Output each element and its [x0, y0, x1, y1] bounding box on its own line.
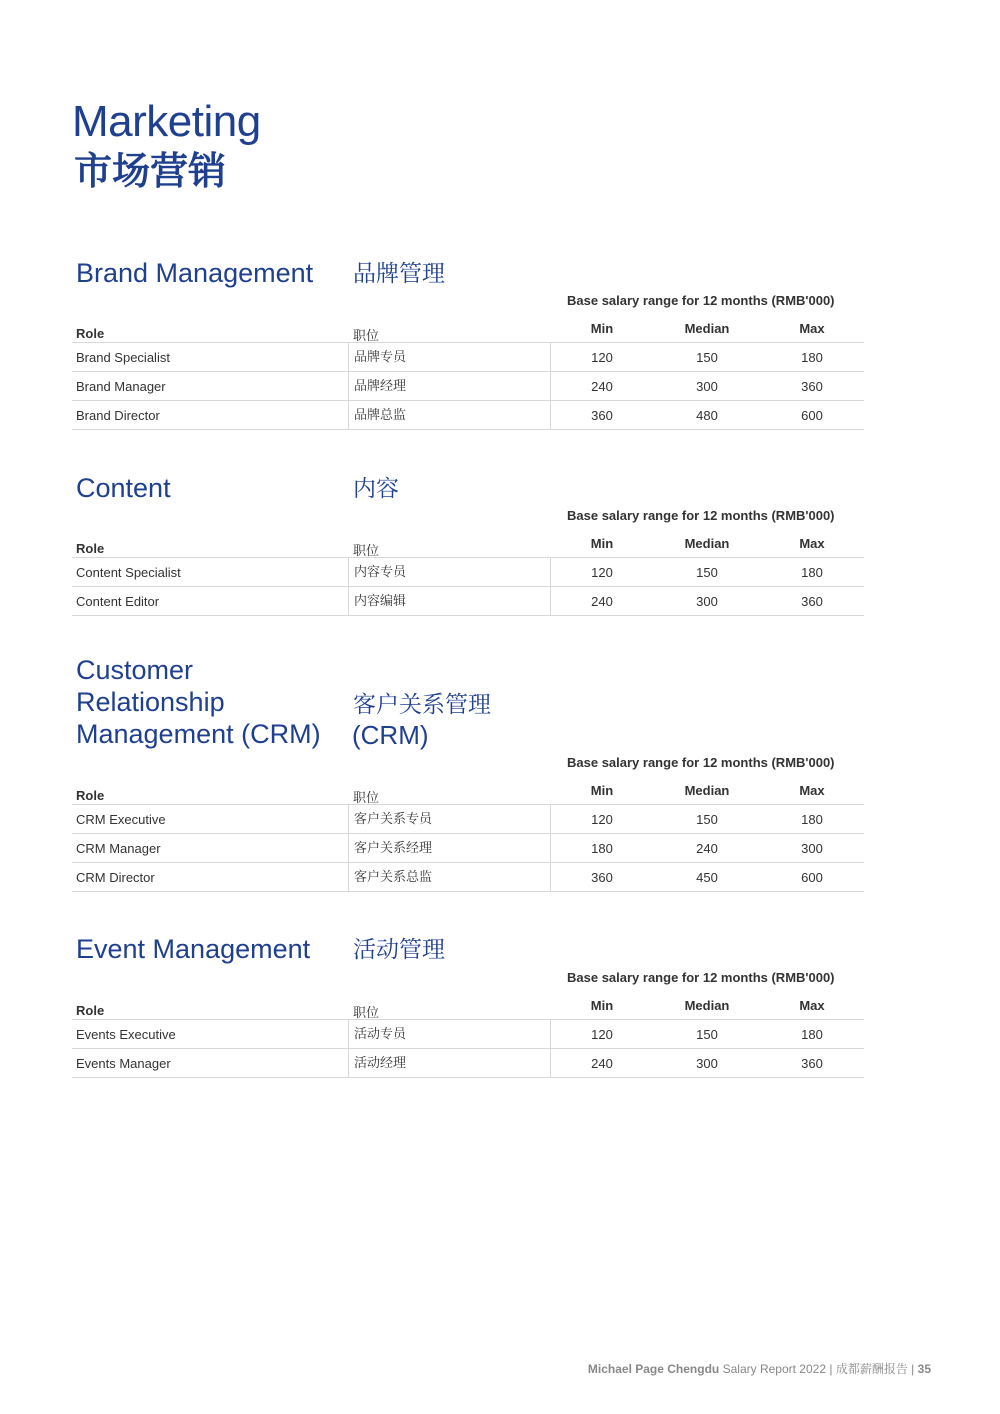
column-divider	[550, 401, 551, 429]
role-zh-cell: 客户关系经理	[348, 834, 551, 862]
median-header: Median	[684, 998, 730, 1013]
max-header: Max	[799, 321, 825, 336]
table-row	[72, 805, 864, 834]
role-zh-header: 职位	[353, 543, 380, 558]
role-header: Role	[76, 541, 105, 556]
table-row	[72, 1020, 864, 1049]
salary-table	[72, 557, 864, 616]
role-cell: CRM Manager	[76, 841, 161, 856]
footer-report: Salary Report 2022	[722, 1362, 826, 1376]
role-zh-cell: 品牌专员	[348, 343, 551, 371]
max-header: Max	[799, 536, 825, 551]
section-title-en: Event Management	[76, 934, 311, 964]
table-row	[72, 343, 864, 372]
median-cell: 480	[696, 408, 718, 423]
min-cell: 360	[591, 870, 613, 885]
role-zh-cell: 品牌经理	[348, 372, 551, 400]
max-cell: 180	[801, 812, 823, 827]
median-header: Median	[684, 783, 730, 798]
role-zh-header: 职位	[353, 1005, 380, 1020]
median-header: Median	[684, 321, 730, 336]
max-cell: 600	[801, 870, 823, 885]
max-cell: 180	[801, 565, 823, 580]
column-divider	[550, 558, 551, 586]
column-divider	[550, 1020, 551, 1048]
min-cell: 240	[591, 1056, 613, 1071]
role-header: Role	[76, 788, 105, 803]
section-title-zh: 活动管理	[353, 936, 445, 962]
section-event-management	[72, 933, 864, 1083]
max-cell: 600	[801, 408, 823, 423]
median-cell: 150	[696, 350, 718, 365]
table-row	[72, 1049, 864, 1078]
max-cell: 300	[801, 841, 823, 856]
role-cell: Brand Director	[76, 408, 160, 423]
median-cell: 300	[696, 594, 718, 609]
base-salary-label: Base salary range for 12 months (RMB'000)	[567, 293, 835, 308]
salary-table	[72, 804, 864, 892]
max-header: Max	[799, 998, 825, 1013]
role-cell: Content Specialist	[76, 565, 181, 580]
role-cell: Content Editor	[76, 594, 160, 609]
min-header: Min	[590, 998, 614, 1013]
table-row	[72, 587, 864, 616]
salary-table	[72, 342, 864, 430]
section-title-zh: 品牌管理	[353, 260, 445, 286]
median-cell: 150	[696, 565, 718, 580]
section-title-zh: 内容	[353, 475, 399, 501]
max-header: Max	[799, 783, 825, 798]
section-title-en: Relationship	[76, 687, 225, 717]
min-cell: 240	[591, 594, 613, 609]
role-zh-cell: 客户关系总监	[348, 863, 551, 891]
table-row	[72, 834, 864, 863]
base-salary-label: Base salary range for 12 months (RMB'000)	[567, 970, 835, 985]
column-divider	[550, 372, 551, 400]
min-cell: 360	[591, 408, 613, 423]
salary-table	[72, 1019, 864, 1078]
min-header: Min	[590, 536, 614, 551]
role-header: Role	[76, 326, 105, 341]
max-cell: 180	[801, 1027, 823, 1042]
role-zh-cell: 内容专员	[348, 558, 551, 586]
min-header: Min	[590, 783, 614, 798]
min-cell: 180	[591, 841, 613, 856]
page-title-en: Marketing	[72, 97, 261, 146]
column-divider	[550, 587, 551, 615]
base-salary-label: Base salary range for 12 months (RMB'000)	[567, 755, 835, 770]
page-number: 35	[917, 1362, 931, 1376]
median-cell: 450	[696, 870, 718, 885]
median-cell: 300	[696, 1056, 718, 1071]
role-header: Role	[76, 1003, 105, 1018]
column-divider	[550, 863, 551, 891]
min-cell: 120	[591, 350, 613, 365]
base-salary-label: Base salary range for 12 months (RMB'000)	[567, 508, 835, 523]
median-cell: 240	[696, 841, 718, 856]
footer-separator: |	[911, 1362, 915, 1376]
median-header: Median	[684, 536, 730, 551]
table-row	[72, 558, 864, 587]
min-cell: 120	[591, 565, 613, 580]
table-row	[72, 863, 864, 892]
min-header: Min	[590, 321, 614, 336]
section-title-en: Content	[76, 473, 171, 503]
median-cell: 300	[696, 379, 718, 394]
section-title-en: Customer	[76, 655, 194, 685]
table-row	[72, 372, 864, 401]
page-title-zh: 市场营销	[74, 151, 227, 193]
footer-separator: |	[829, 1362, 833, 1376]
median-cell: 150	[696, 1027, 718, 1042]
role-zh-cell: 品牌总监	[348, 401, 551, 429]
role-zh-cell: 活动经理	[348, 1049, 551, 1077]
section-crm	[72, 654, 864, 894]
section-title-en: Brand Management	[76, 258, 314, 288]
role-zh-cell: 活动专员	[348, 1020, 551, 1048]
min-cell: 120	[591, 1027, 613, 1042]
role-zh-header: 职位	[353, 328, 380, 343]
section-title-en: Management (CRM)	[76, 719, 321, 749]
median-cell: 150	[696, 812, 718, 827]
role-cell: CRM Director	[76, 870, 155, 885]
role-zh-header: 职位	[353, 790, 380, 805]
footer-brand: Michael Page Chengdu	[587, 1362, 720, 1376]
page-footer	[588, 1360, 931, 1377]
column-divider	[550, 805, 551, 833]
max-cell: 360	[801, 379, 823, 394]
min-cell: 240	[591, 379, 613, 394]
max-cell: 180	[801, 350, 823, 365]
section-content	[72, 470, 864, 620]
column-divider	[550, 1049, 551, 1077]
max-cell: 360	[801, 594, 823, 609]
section-brand-management	[72, 255, 864, 430]
role-cell: Brand Manager	[76, 379, 166, 394]
max-cell: 360	[801, 1056, 823, 1071]
role-zh-cell: 客户关系专员	[348, 805, 551, 833]
column-divider	[550, 834, 551, 862]
role-cell: Events Manager	[76, 1056, 171, 1071]
table-row	[72, 401, 864, 430]
role-cell: CRM Executive	[76, 812, 166, 827]
role-cell: Events Executive	[76, 1027, 176, 1042]
footer-report-zh: 成都薪酬报告	[835, 1362, 908, 1376]
section-title-zh: (CRM)	[352, 720, 429, 750]
min-cell: 120	[591, 812, 613, 827]
column-divider	[550, 343, 551, 371]
role-cell: Brand Specialist	[76, 350, 170, 365]
section-title-zh: 客户关系管理	[353, 691, 491, 717]
role-zh-cell: 内容编辑	[348, 587, 551, 615]
